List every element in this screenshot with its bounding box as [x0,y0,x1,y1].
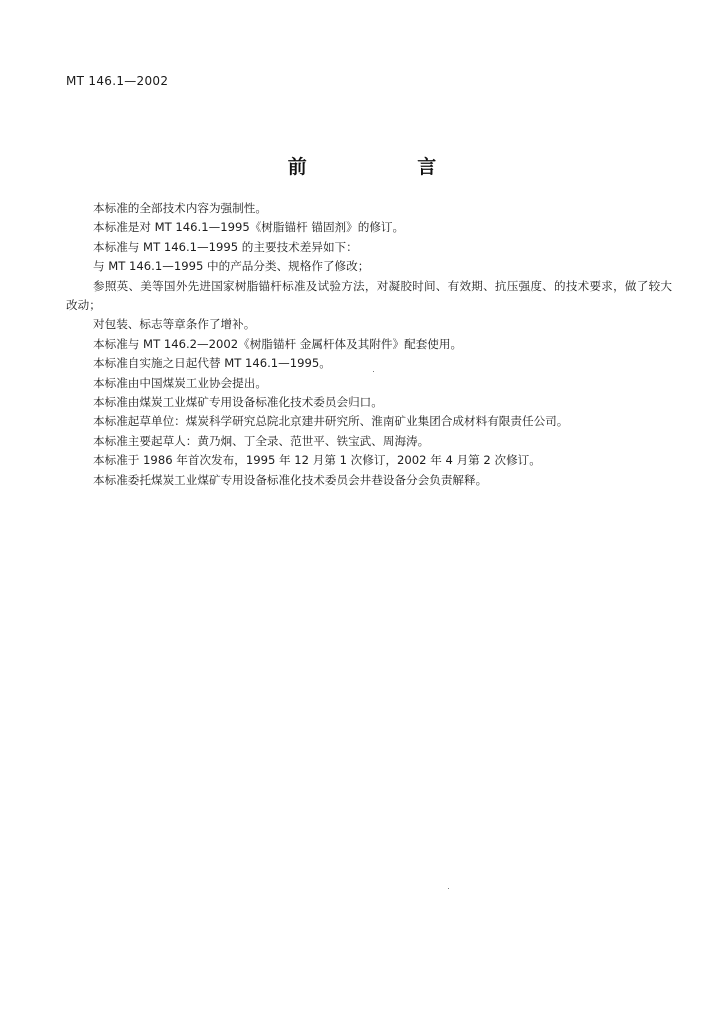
standard-code: MT 146.1—2002 [66,74,169,88]
paragraph: 本标准委托煤炭工业煤矿专用设备标准化技术委员会井巷设备分会负责解释。 [93,472,488,487]
paragraph: 本标准的全部技术内容为强制性。 [93,201,267,215]
paragraph: 对包装、标志等章条作了增补。 [93,317,256,332]
paragraph: 本标准起草单位：煤炭科学研究总院北京建井研究所、淮南矿业集团合成材料有限责任公司。 [93,414,569,429]
paragraph: 本标准主要起草人：黄乃炯、丁全录、范世平、铁宝武、周海涛。 [93,433,430,448]
scan-speck [448,888,449,889]
scan-speck [373,371,374,372]
paragraph: 本标准于 1986 年首次发布，1995 年 12 月第 1 次修订，2002 年 4 月第 2 次修订。 [93,453,541,468]
paragraph: 本标准是对 MT 146.1—1995《树脂锚杆 锚固剂》的修订。 [93,220,405,235]
paragraph: 本标准与 MT 146.2—2002《树脂锚杆 金属杆体及其附件》配套使用。 [93,336,463,351]
paragraph: 本标准由煤炭工业煤矿专用设备标准化技术委员会归口。 [93,395,383,410]
paragraph: 本标准由中国煤炭工业协会提出。 [93,375,267,390]
paragraph: 与 MT 146.1—1995 中的产品分类、规格作了修改； [93,259,370,274]
paragraph: 参照英、美等国外先进国家树脂锚杆标准及试验方法，对凝胶时间、有效期、抗压强度、的技术要求，做了较大改动； [66,278,672,313]
paragraph: 本标准自实施之日起代替 MT 146.1—1995。 [93,356,331,371]
page-title: 前 言 [287,156,489,178]
paragraph: 本标准与 MT 146.1—1995 的主要技术差异如下： [93,239,358,254]
foreword-body [66,199,672,490]
